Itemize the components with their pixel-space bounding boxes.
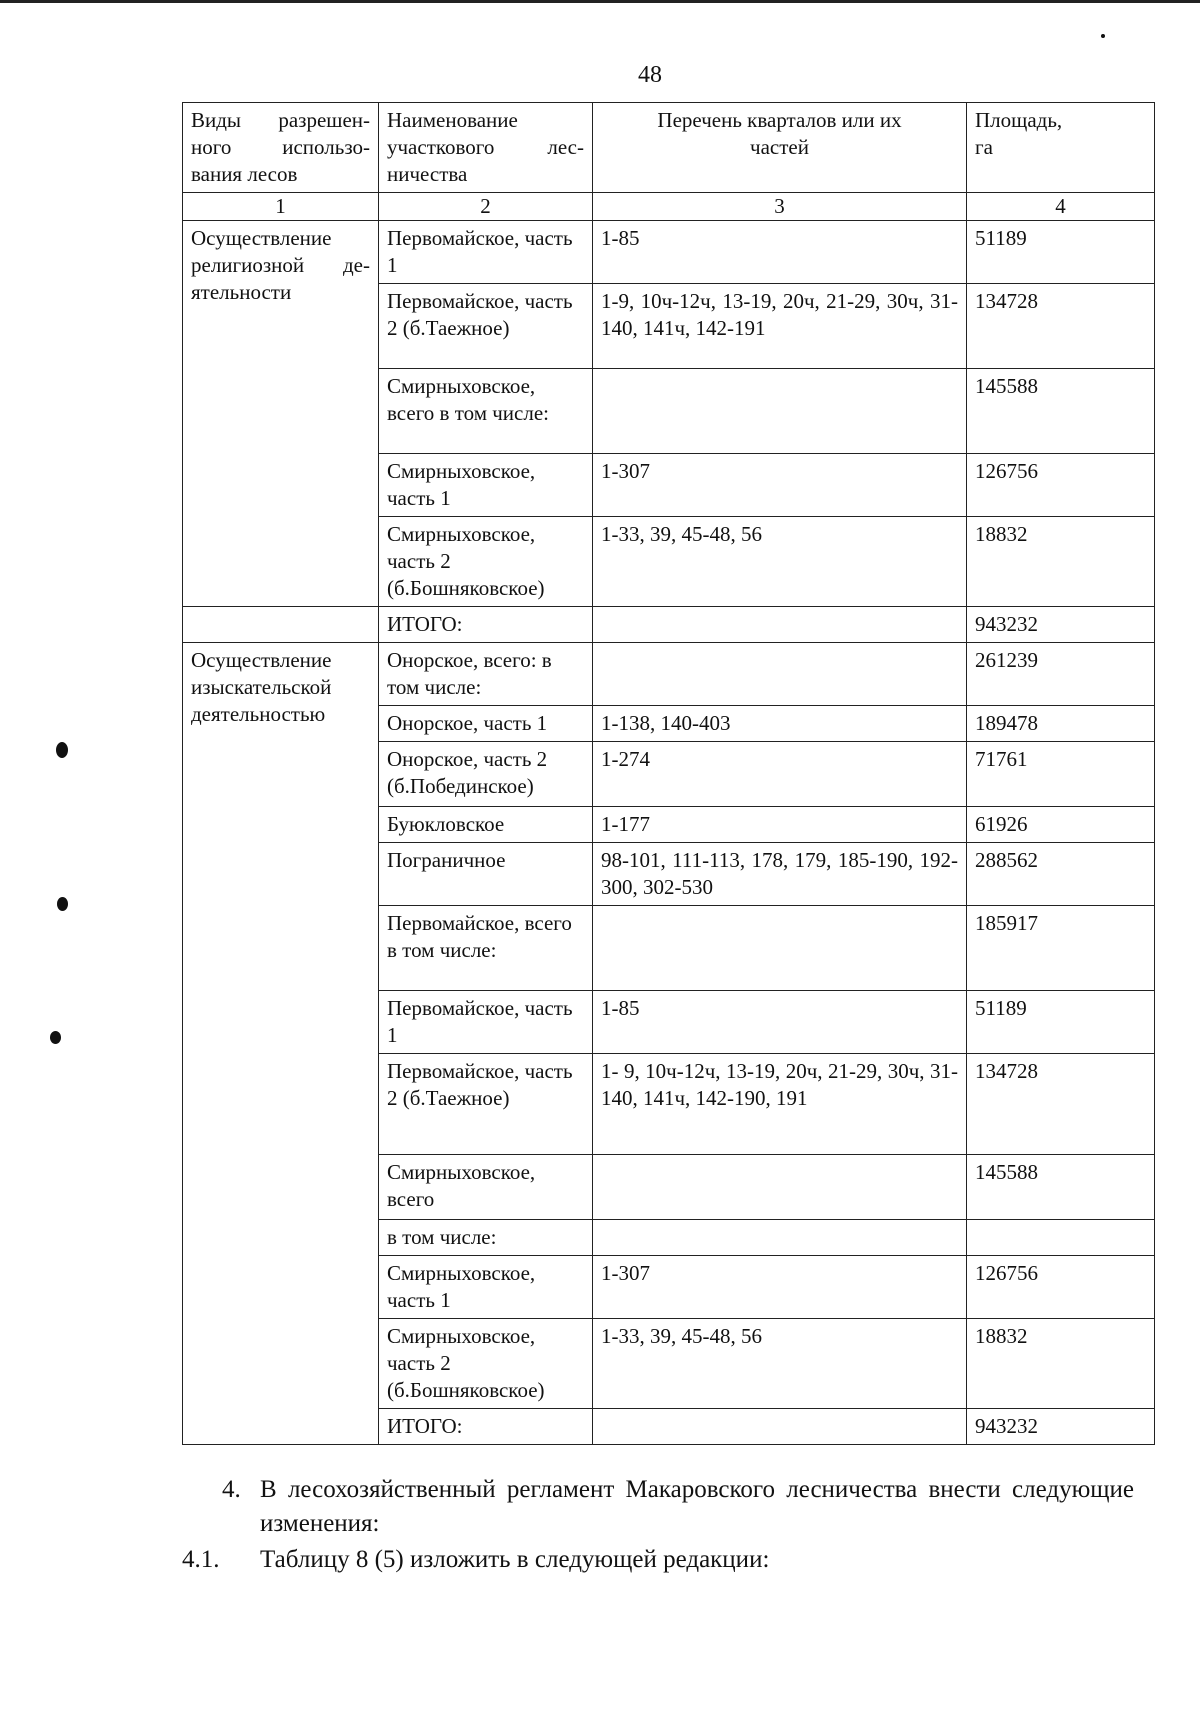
quarters-cell: 1-9, 10ч-12ч, 13-19, 20ч, 21-29, 30ч, 31-140, 141ч, 142-191	[593, 284, 967, 369]
header-forestry-name: Наименование участкового лес-ничества	[379, 103, 593, 193]
header-use-type: Виды разрешен-ного использо-вания лесов	[183, 103, 379, 193]
forestry-name-cell: Смирныховское, часть 1	[379, 454, 593, 517]
area-cell: 261239	[967, 643, 1155, 706]
area-cell: 18832	[967, 1319, 1155, 1409]
column-number: 1	[183, 193, 379, 221]
quarters-cell: 1-33, 39, 45-48, 56	[593, 517, 967, 607]
column-number-row	[183, 193, 1155, 221]
table-row	[183, 221, 1155, 284]
quarters-cell: 1-177	[593, 807, 967, 843]
total-row	[183, 607, 1155, 643]
scan-edge	[0, 0, 1200, 3]
quarters-cell	[593, 643, 967, 706]
forestry-name-cell: Пограничное	[379, 843, 593, 906]
area-cell: 71761	[967, 742, 1155, 807]
header-quarters: Перечень кварталов или их частей	[593, 103, 967, 193]
quarters-cell: 1-307	[593, 454, 967, 517]
forestry-name-cell: Первомайское, часть 1	[379, 221, 593, 284]
forestry-name-cell: Смирныховское, всего	[379, 1155, 593, 1220]
forestry-name-cell: Смирныховское, часть 1	[379, 1256, 593, 1319]
use-type-cell: Осуществление религиозной де-ятельности	[183, 221, 379, 607]
area-cell: 126756	[967, 454, 1155, 517]
forestry-name-cell: Онорское, часть 2 (б.Побединское)	[379, 742, 593, 807]
quarters-cell: 1-85	[593, 991, 967, 1054]
scan-speck	[1101, 34, 1105, 38]
paragraph-4-1	[182, 1543, 1142, 1577]
quarters-cell: 1-307	[593, 1256, 967, 1319]
area-cell: 18832	[967, 517, 1155, 607]
area-cell: 145588	[967, 369, 1155, 454]
quarters-cell	[593, 1220, 967, 1256]
paragraph-text: В лесохозяйственный регламент Макаровского лесничества внести следующие изменения:	[260, 1476, 1134, 1537]
paragraph-number: 4.1.	[182, 1546, 220, 1573]
column-number: 4	[967, 193, 1155, 221]
quarters-cell: 1- 9, 10ч-12ч, 13-19, 20ч, 21-29, 30ч, 31-140, 141ч, 142-190, 191	[593, 1054, 967, 1155]
quarters-cell	[593, 1155, 967, 1220]
quarters-cell	[593, 906, 967, 991]
scan-speck	[56, 742, 68, 758]
forestry-name-cell: Буюкловское	[379, 807, 593, 843]
quarters-cell: 98-101, 111-113, 178, 179, 185-190, 192-300, 302-530	[593, 843, 967, 906]
area-cell: 61926	[967, 807, 1155, 843]
forestry-name-cell: Онорское, всего: в том числе:	[379, 643, 593, 706]
header-area: Площадь, га	[967, 103, 1155, 193]
total-area: 943232	[967, 607, 1155, 643]
paragraph-text: Таблицу 8 (5) изложить в следующей редакции:	[260, 1546, 770, 1573]
area-cell: 126756	[967, 1256, 1155, 1319]
column-number: 3	[593, 193, 967, 221]
total-quarters-cell	[593, 1409, 967, 1445]
area-cell	[967, 1220, 1155, 1256]
quarters-cell: 1-33, 39, 45-48, 56	[593, 1319, 967, 1409]
quarters-cell	[593, 369, 967, 454]
forestry-name-cell: Первомайское, часть 1	[379, 991, 593, 1054]
scan-speck	[57, 897, 68, 911]
forestry-name-cell: Первомайское, часть 2 (б.Таежное)	[379, 284, 593, 369]
page-number: 48	[638, 62, 662, 88]
area-cell: 189478	[967, 706, 1155, 742]
total-area: 943232	[967, 1409, 1155, 1445]
forestry-name-cell: Смирныховское, всего в том числе:	[379, 369, 593, 454]
forestry-name-cell: Онорское, часть 1	[379, 706, 593, 742]
scan-speck	[50, 1031, 61, 1044]
quarters-cell: 1-274	[593, 742, 967, 807]
paragraph-4	[222, 1473, 1134, 1541]
area-cell: 185917	[967, 906, 1155, 991]
area-cell: 51189	[967, 991, 1155, 1054]
area-cell: 145588	[967, 1155, 1155, 1220]
forestry-name-cell: Смирныховское, часть 2 (б.Бошняковское)	[379, 1319, 593, 1409]
quarters-cell: 1-85	[593, 221, 967, 284]
column-number: 2	[379, 193, 593, 221]
table-row	[183, 643, 1155, 706]
area-cell: 51189	[967, 221, 1155, 284]
total-label: ИТОГО:	[379, 1409, 593, 1445]
area-cell: 134728	[967, 1054, 1155, 1155]
table-header-row	[183, 103, 1155, 193]
area-cell: 288562	[967, 843, 1155, 906]
paragraph-number: 4.	[222, 1476, 241, 1503]
total-label: ИТОГО:	[379, 607, 593, 643]
forestry-name-cell: Смирныховское, часть 2 (б.Бошняковское)	[379, 517, 593, 607]
forestry-name-cell: Первомайское, часть 2 (б.Таежное)	[379, 1054, 593, 1155]
area-cell: 134728	[967, 284, 1155, 369]
quarters-cell: 1-138, 140-403	[593, 706, 967, 742]
total-empty-cell	[183, 607, 379, 643]
total-quarters-cell	[593, 607, 967, 643]
use-type-cell: Осуществление изыскательской деятельностью	[183, 643, 379, 1445]
forestry-name-cell: в том числе:	[379, 1220, 593, 1256]
forest-use-table	[182, 102, 1155, 1445]
forestry-name-cell: Первомайское, всего в том числе:	[379, 906, 593, 991]
